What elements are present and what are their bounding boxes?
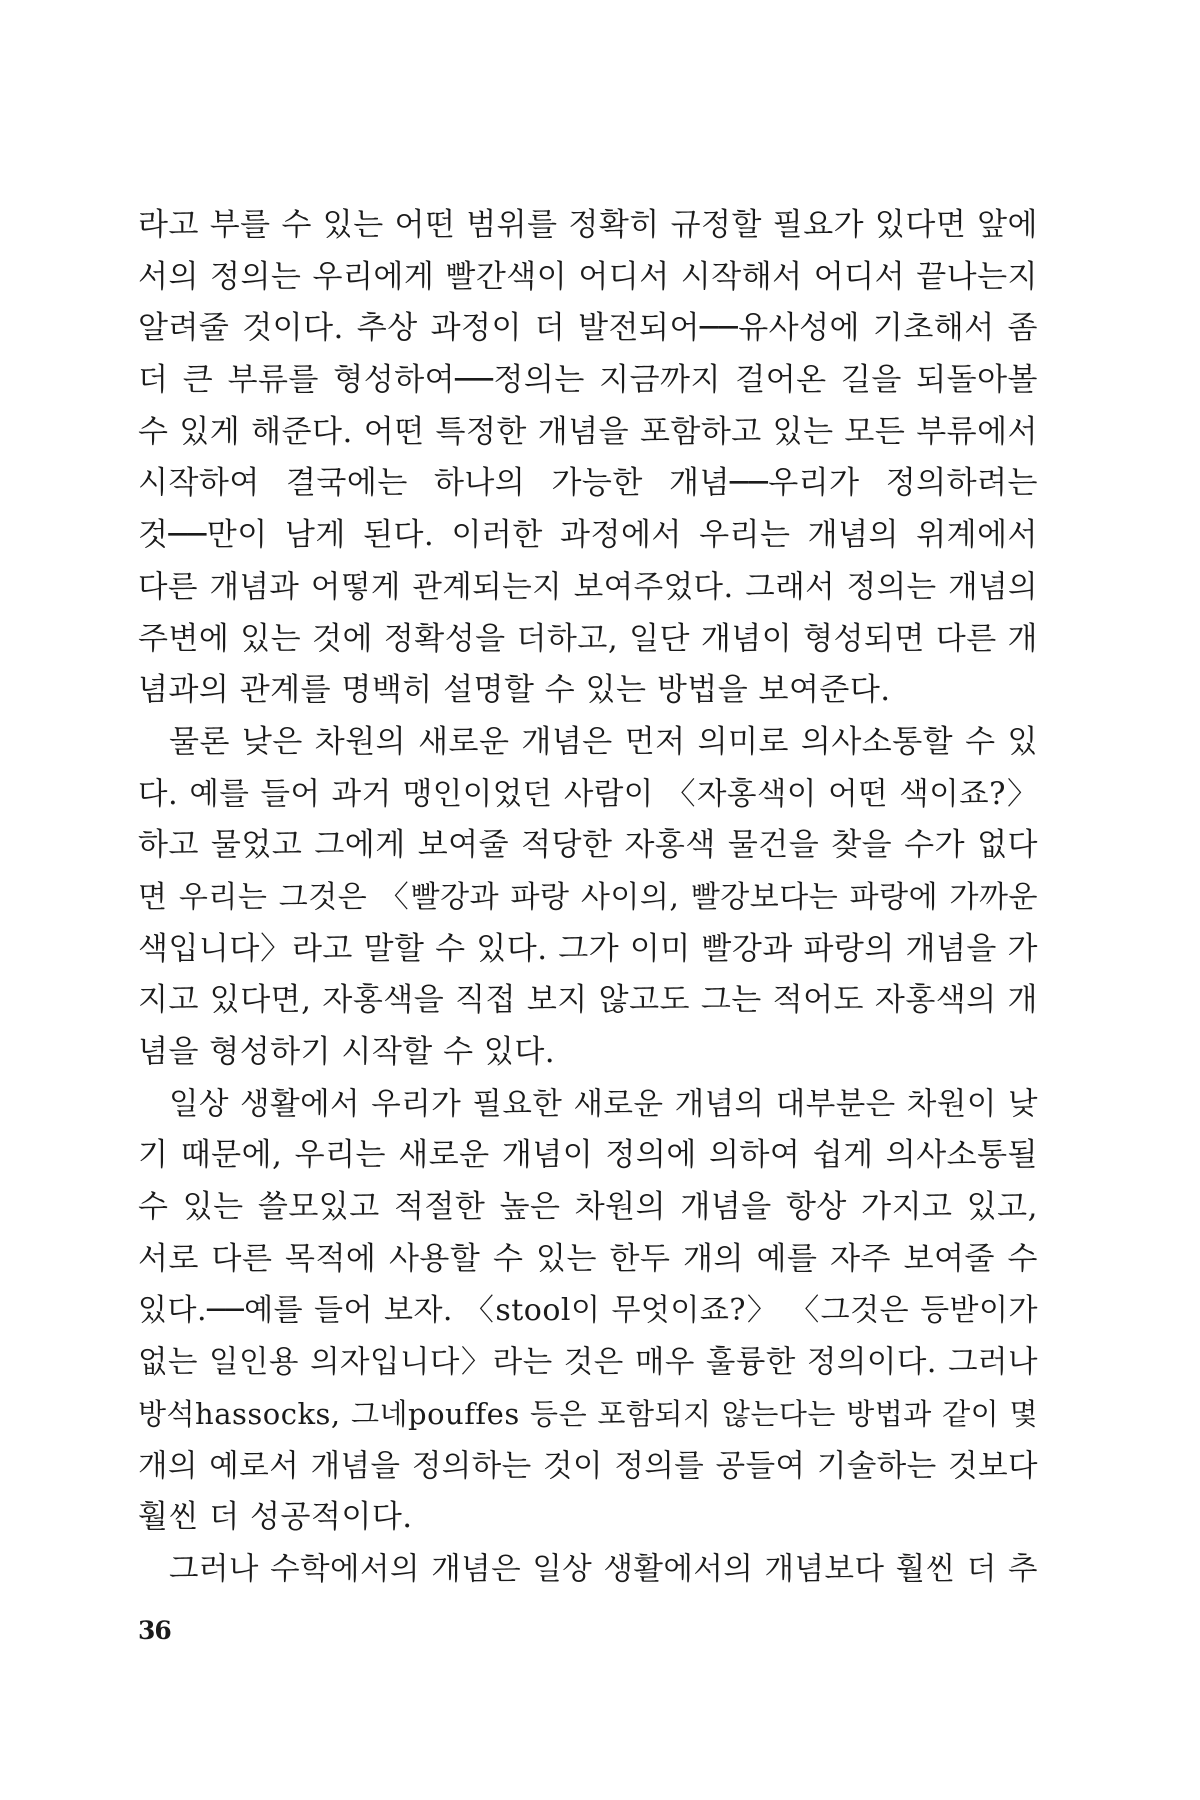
- text-line: 없는 일인용 의자입니다〉라는 것은 매우 훌륭한 정의이다. 그러나: [138, 1345, 1038, 1381]
- text-line: 념과의 관계를 명백히 설명할 수 있는 방법을 보여준다.: [138, 672, 891, 709]
- text-line: 수 있는 쓸모있고 적절한 높은 차원의 개념을 항상 가지고 있고,: [138, 1189, 1038, 1226]
- text-line: 다. 예를 들어 과거 맹인이었던 사람이 〈자홍색이 어떤 색이죠?〉: [138, 776, 1038, 812]
- paragraph-start-line: 물론 낮은 차원의 새로운 개념은 먼저 의미로 의사소통할 수 있: [169, 723, 1038, 760]
- text-line: 주변에 있는 것에 정확성을 더하고, 일단 개념이 형성되면 다른 개: [138, 620, 1038, 657]
- text-line: 념을 형성하기 시작할 수 있다.: [138, 1034, 556, 1070]
- paragraph-start-line: 그러나 수학에서의 개념은 일상 생활에서의 개념보다 훨씬 더 추: [169, 1551, 1038, 1587]
- page-number: 36: [138, 1616, 171, 1645]
- text-line: 기 때문에, 우리는 새로운 개념이 정의에 의하여 쉽게 의사소통될: [138, 1137, 1038, 1174]
- text-line: 라고 부를 수 있는 어떤 범위를 정확히 규정할 필요가 있다면 앞에: [138, 207, 1038, 243]
- text-line: 서로 다른 목적에 사용할 수 있는 한두 개의 예를 자주 보여줄 수: [138, 1240, 1038, 1277]
- text-line: 수 있게 해준다. 어떤 특정한 개념을 포함하고 있는 모든 부류에서: [138, 413, 1038, 450]
- text-line: 다른 개념과 어떻게 관계되는지 보여주었다. 그래서 정의는 개념의: [138, 569, 1038, 605]
- body-text: [138, 200, 1038, 1596]
- text-line: 지고 있다면, 자홍색을 직접 보지 않고도 그는 적어도 자홍색의 개: [138, 982, 1038, 1019]
- text-line: 알려줄 것이다. 추상 과정이 더 발전되어──유사성에 기초해서 좀: [138, 310, 1038, 347]
- text-line: 시작하여 결국에는 하나의 가능한 개념──우리가 정의하려는: [138, 465, 1038, 502]
- text-line: 개의 예로서 개념을 정의하는 것이 정의를 공들여 기술하는 것보다: [138, 1448, 1038, 1484]
- text-line: 색입니다〉라고 말할 수 있다. 그가 이미 빨강과 파랑의 개념을 가: [138, 930, 1038, 967]
- text-line: 방석hassocks, 그네pouffes 등은 포함되지 않는다는 방법과 같이 몇: [138, 1396, 1038, 1431]
- text-line: 서의 정의는 우리에게 빨간색이 어디서 시작해서 어디서 끝나는지: [138, 258, 1038, 295]
- text-line: 훨씬 더 성공적이다.: [138, 1499, 413, 1536]
- text-line: 더 큰 부류를 형성하여──정의는 지금까지 걸어온 길을 되돌아볼: [138, 362, 1038, 399]
- text-line: 면 우리는 그것은 〈빨강과 파랑 사이의, 빨강보다는 파랑에 가까운: [138, 879, 1038, 915]
- paragraph-start-line: 일상 생활에서 우리가 필요한 새로운 개념의 대부분은 차원이 낮: [169, 1086, 1038, 1122]
- text-line: 있다.──예를 들어 보자. 〈stool이 무엇이죠?〉 〈그것은 등받이가: [138, 1293, 1038, 1329]
- text-line: 하고 물었고 그에게 보여줄 적당한 자홍색 물건을 찾을 수가 없다: [138, 827, 1038, 864]
- text-line: 것──만이 남게 된다. 이러한 과정에서 우리는 개념의 위계에서: [138, 517, 1038, 554]
